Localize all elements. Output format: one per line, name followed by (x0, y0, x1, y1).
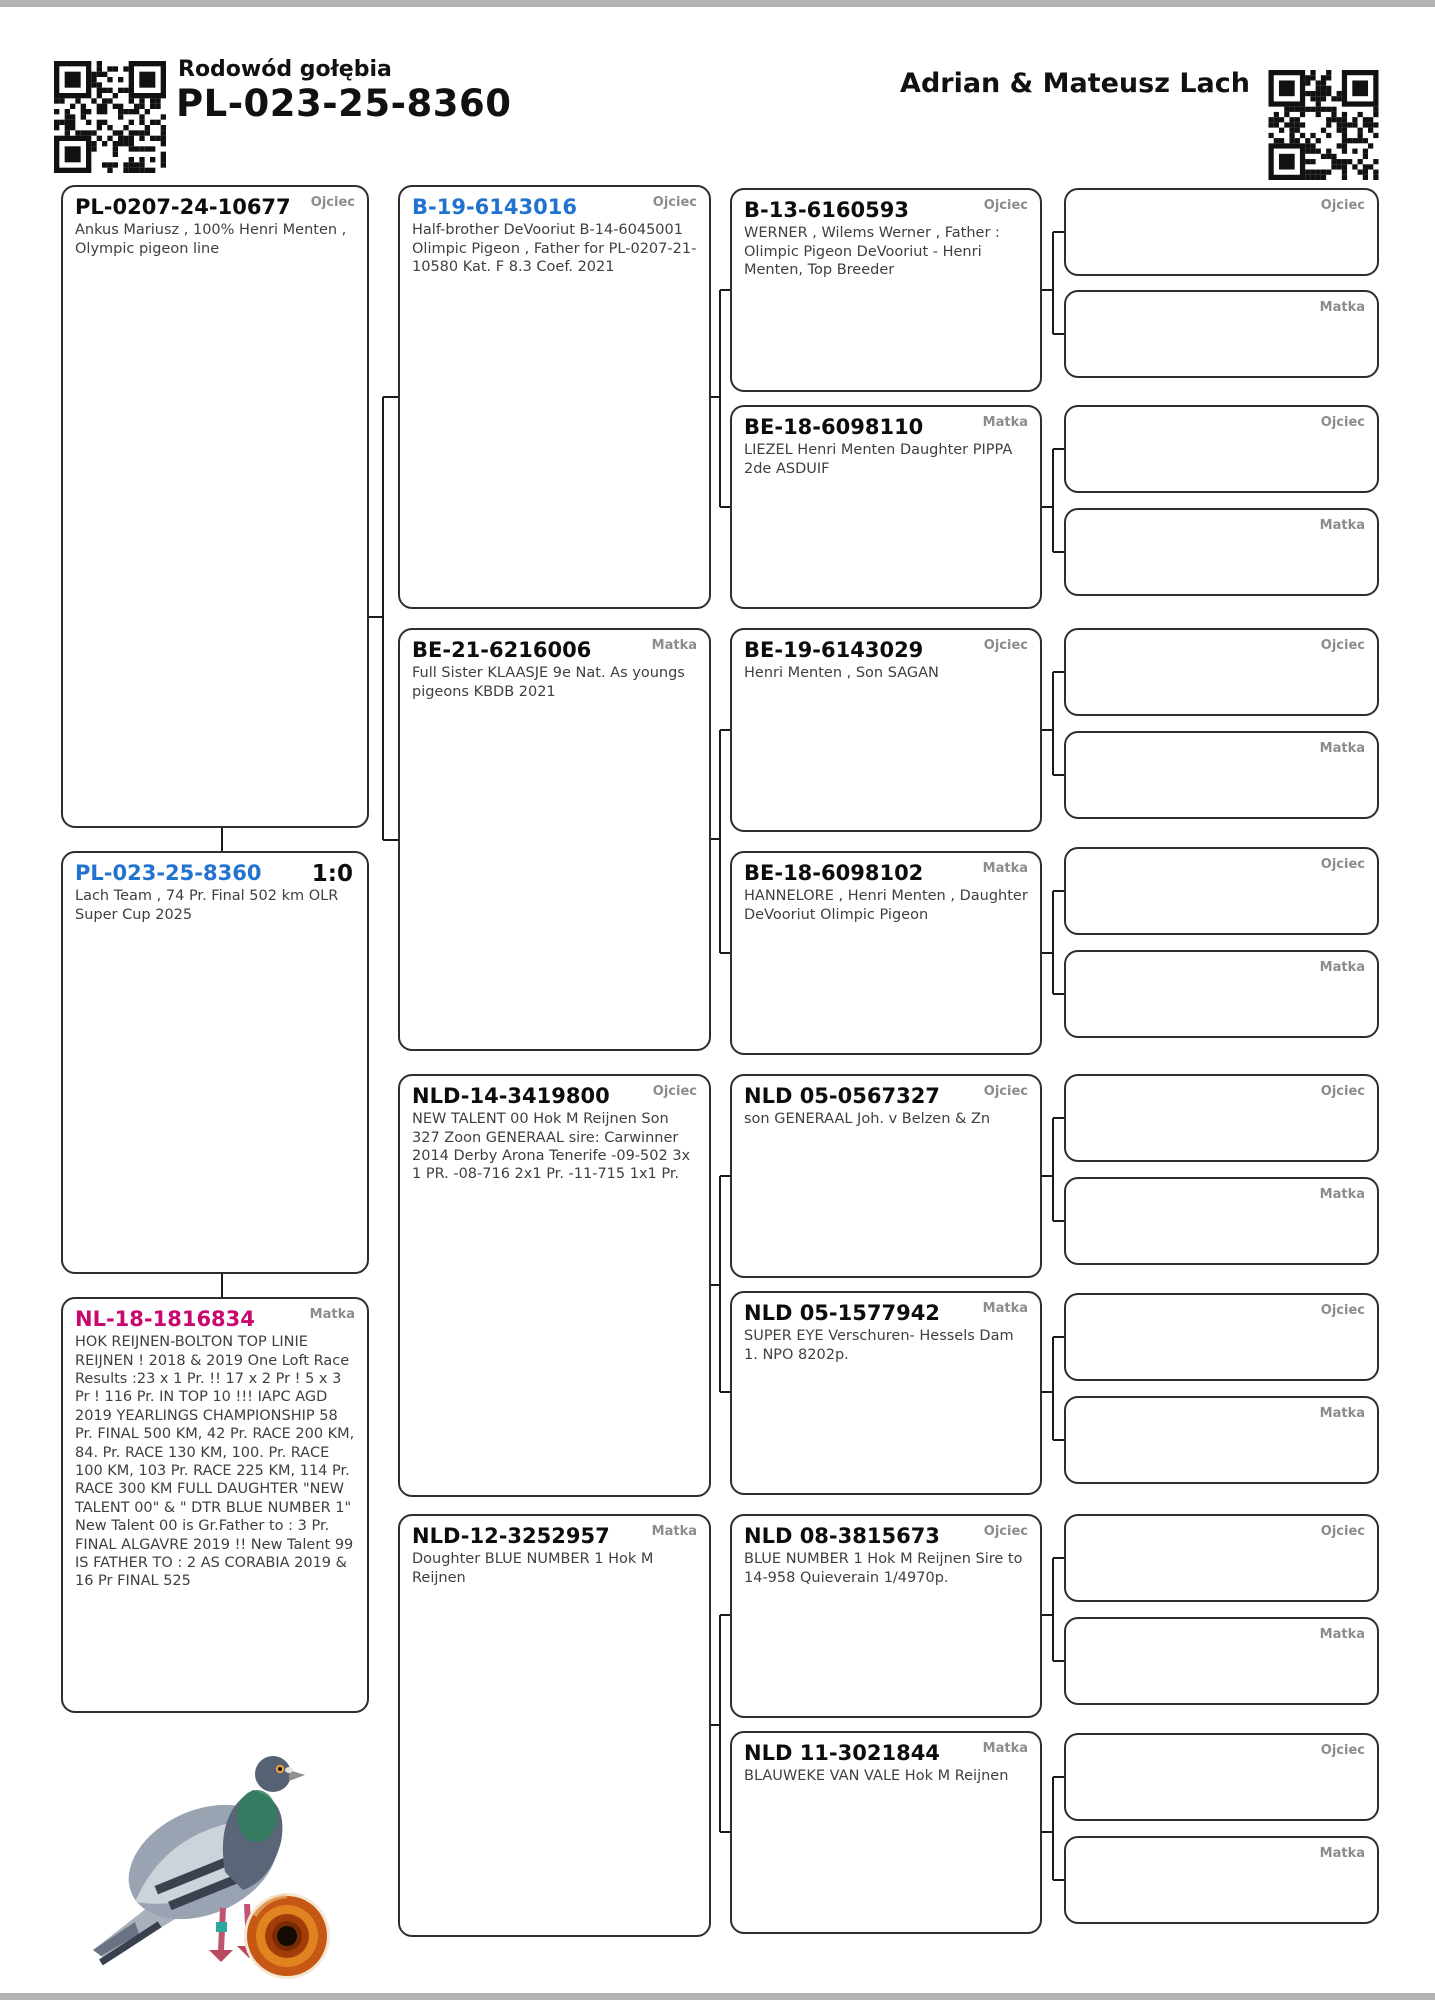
gen2-box-paternal-grandmother (398, 628, 711, 1051)
gen3-box-3 (730, 851, 1042, 1055)
pigeon-description: Lach Team , 74 Pr. Final 502 km OLR Super Cup 2025 (75, 888, 339, 923)
ring-id: NLD 05-0567327 (744, 1084, 940, 1108)
role-label: Ojciec (1320, 415, 1365, 430)
role-label: Ojciec (652, 195, 697, 210)
ring-id: B-19-6143016 (412, 195, 577, 219)
pigeon-photo (75, 1712, 335, 1982)
ring-id: PL-023-25-8360 (75, 861, 262, 885)
role-label: Ojciec (652, 1084, 697, 1099)
mother-box (61, 1297, 369, 1713)
role-label: Matka (1319, 300, 1365, 315)
gen3-box-1 (730, 405, 1042, 609)
gen2-box-maternal-grandfather (398, 1074, 711, 1497)
pigeon-description: HANNELORE , Henri Menten , Daughter DeVooriut Olimpic Pigeon (744, 888, 1028, 923)
gen4-box-4 (1064, 628, 1379, 716)
page-edge-top (0, 0, 1435, 7)
ring-id: PL-0207-24-10677 (75, 195, 291, 219)
gen4-box-14 (1064, 1733, 1379, 1821)
gen2-box-maternal-grandmother (398, 1514, 711, 1937)
role-label: Matka (1319, 1846, 1365, 1861)
ring-id: NL-18-1816834 (75, 1307, 255, 1331)
role-label: Matka (651, 638, 697, 653)
role-label: Ojciec (1320, 1524, 1365, 1539)
father-box (61, 185, 369, 828)
role-label: Ojciec (1320, 1084, 1365, 1099)
pigeon-description: son GENERAAL Joh. v Belzen & Zn (744, 1111, 991, 1128)
gen3-box-0 (730, 188, 1042, 392)
role-label: Matka (1319, 1406, 1365, 1421)
role-label: Ojciec (983, 198, 1028, 213)
gen4-box-7 (1064, 950, 1379, 1038)
role-label: Ojciec (983, 1084, 1028, 1099)
role-label: Matka (982, 1301, 1028, 1316)
pigeon-description: BLAUWEKE VAN VALE Hok M Reijnen (744, 1768, 1009, 1785)
pigeon-description: HOK REIJNEN-BOLTON TOP LINIE REIJNEN ! 2018 & 2019 One Loft Race Results :23 x 1 Pr. !! 17 x 2 Pr ! 5 x 3 Pr ! 116 Pr. IN TOP 10 !!! IAPC AGD 2019 YEARLINGS CHAMPIONSHIP 58 Pr. FINAL 500 KM, 42 Pr. RACE 200 KM, 84. Pr. RACE 130 KM, 100. Pr. RACE 100 KM, 103 Pr. RACE 225 KM, 114 Pr. RACE 300 KM FULL DAUGHTER "NEW TALENT 00" & " DTR BLUE NUMBER 1" New Talent 00 is Gr.Father to : 3 Pr. FINAL ALGAVRE 2019 !! New Talent 99 IS FATHER TO : 2 AS CORABIA 2019 & 16 Pr FINAL 525 (75, 1334, 355, 1590)
ring-id: BE-18-6098110 (744, 415, 924, 439)
role-label: Matka (982, 1741, 1028, 1756)
ring-id: BE-18-6098102 (744, 861, 924, 885)
ring-id: NLD-14-3419800 (412, 1084, 610, 1108)
page-edge-bottom (0, 1993, 1435, 2000)
role-label: Ojciec (1320, 1303, 1365, 1318)
pigeon-description: Henri Menten , Son SAGAN (744, 665, 939, 682)
gen4-box-2 (1064, 405, 1379, 493)
role-label: Matka (982, 861, 1028, 876)
subject-box (61, 851, 369, 1274)
gen3-box-7 (730, 1731, 1042, 1934)
pigeon-description: Doughter BLUE NUMBER 1 Hok M Reijnen (412, 1551, 654, 1586)
qr-code-left (54, 61, 166, 173)
role-label: Matka (309, 1307, 355, 1322)
document-title: Rodowód gołębia (178, 57, 392, 82)
role-label: Ojciec (1320, 638, 1365, 653)
gen4-box-13 (1064, 1617, 1379, 1705)
main-ring-number: PL-023-25-8360 (176, 82, 512, 125)
pigeon-head (255, 1756, 291, 1792)
leg-ring (216, 1922, 227, 1932)
gen3-box-2 (730, 628, 1042, 832)
pigeon-description: Ankus Mariusz , 100% Henri Menten , Olympic pigeon line (75, 222, 347, 257)
gen4-box-11 (1064, 1396, 1379, 1484)
role-label: Ojciec (1320, 198, 1365, 213)
neck-iridescence (237, 1790, 277, 1842)
pigeon-description: SUPER EYE Verschuren- Hessels Dam 1. NPO 8202p. (744, 1328, 1014, 1363)
gen4-box-5 (1064, 731, 1379, 819)
gen4-box-12 (1064, 1514, 1379, 1602)
gen3-box-5 (730, 1291, 1042, 1495)
gen4-box-10 (1064, 1293, 1379, 1381)
gen2-box-paternal-grandfather (398, 185, 711, 609)
role-label: Ojciec (1320, 857, 1365, 872)
gen4-box-9 (1064, 1177, 1379, 1265)
ring-id: BE-21-6216006 (412, 638, 592, 662)
gen4-box-3 (1064, 508, 1379, 596)
gen4-box-15 (1064, 1836, 1379, 1924)
pigeon-eye-closeup (244, 1893, 330, 1979)
owner-name: Adrian & Mateusz Lach (900, 68, 1250, 99)
pigeon-description: Half-brother DeVooriut B-14-6045001 Olimpic Pigeon , Father for PL-0207-21-10580 Kat. F 8.3 Coef. 2021 (412, 222, 697, 275)
ring-id: NLD 05-1577942 (744, 1301, 940, 1325)
gen4-box-8 (1064, 1074, 1379, 1162)
role-label: Ojciec (983, 1524, 1028, 1539)
pigeon-description: LIEZEL Henri Menten Daughter PIPPA 2de ASDUIF (744, 442, 1013, 477)
gen4-box-6 (1064, 847, 1379, 935)
ring-id: B-13-6160593 (744, 198, 909, 222)
gen4-box-1 (1064, 290, 1379, 378)
role-label: Matka (982, 415, 1028, 430)
role-label: Matka (1319, 1627, 1365, 1642)
role-label: Matka (1319, 741, 1365, 756)
ring-id: NLD 08-3815673 (744, 1524, 940, 1548)
ring-id: BE-19-6143029 (744, 638, 924, 662)
role-label: Ojciec (310, 195, 355, 210)
pigeon-description: Full Sister KLAASJE 9e Nat. As youngs pigeons KBDB 2021 (412, 665, 685, 700)
ring-id: NLD 11-3021844 (744, 1741, 940, 1765)
role-label: Matka (1319, 518, 1365, 533)
role-label: Matka (651, 1524, 697, 1539)
role-label: Ojciec (1320, 1743, 1365, 1758)
pigeon-description: NEW TALENT 00 Hok M Reijnen Son 327 Zoon GENERAAL sire: Carwinner 2014 Derby Arona Tenerife -09-502 3x 1 PR. -08-716 2x1 Pr. -11-715 1x1 Pr. (412, 1111, 691, 1183)
gen3-box-4 (730, 1074, 1042, 1278)
gen3-box-6 (730, 1514, 1042, 1718)
role-label: Matka (1319, 960, 1365, 975)
qr-code-right (1268, 70, 1379, 180)
gen4-box-0 (1064, 188, 1379, 276)
pigeon-description: WERNER , Wilems Werner , Father : Olimpic Pigeon DeVooriut - Henri Menten, Top Breeder (744, 225, 1000, 278)
ring-id: NLD-12-3252957 (412, 1524, 610, 1548)
score-badge: 1:0 (311, 861, 353, 887)
pigeon-description: BLUE NUMBER 1 Hok M Reijnen Sire to 14-958 Quieverain 1/4970p. (744, 1551, 1023, 1586)
role-label: Matka (1319, 1187, 1365, 1202)
role-label: Ojciec (983, 638, 1028, 653)
